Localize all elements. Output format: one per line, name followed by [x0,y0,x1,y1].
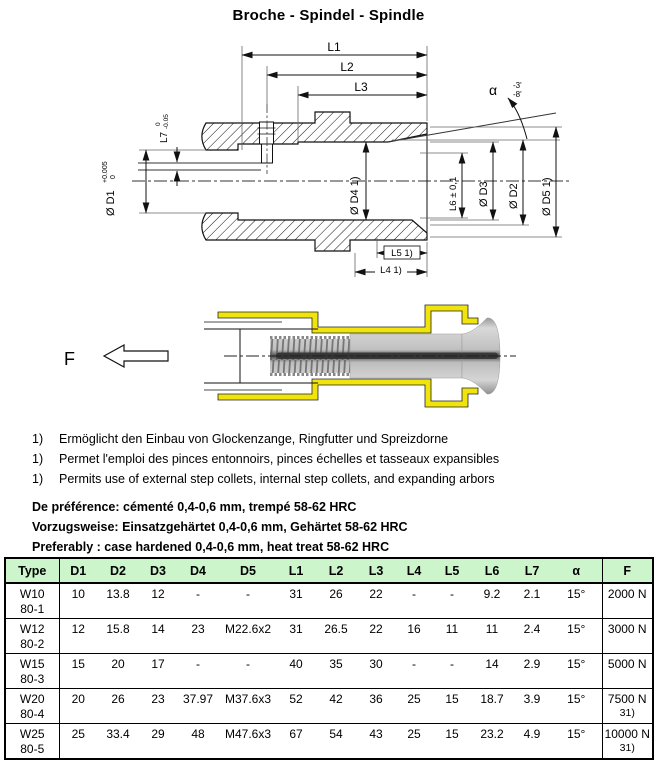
table-cell: 26 [97,689,139,724]
footnote-de [32,429,499,449]
dim-label-l4: L4 1) [380,265,402,276]
preference-note-de: Vorzugsweise: Einsatzgehärtet 0,4-0,6 mm, Gehärtet 58-62 HRC [32,520,408,534]
dim-label-l6 [448,177,459,211]
col-header-d3: D3 [139,558,177,583]
table-cell: 20 [59,689,97,724]
table-cell: 15° [551,654,602,689]
table-cell: 3000 N [602,619,653,654]
table-cell: 15° [551,583,602,619]
dim-label-l3: L3 [354,80,368,94]
col-header-α: α [551,558,602,583]
table-cell: 2.1 [513,583,551,619]
table-cell: 31 [277,619,315,654]
table-cell: - [219,583,277,619]
force-label: F [64,349,75,369]
svg-text:Ø D5 1): Ø D5 1) [541,177,553,216]
table-cell: 14 [471,654,513,689]
svg-text:L7: L7 [159,131,170,143]
footnote-marker: 1) [32,452,44,466]
table-cell: 20 [97,654,139,689]
table-cell: 23 [177,619,219,654]
table-cell: 43 [369,727,383,741]
set-screw-hole [260,122,274,144]
table-cell: - [219,654,277,689]
dim-label-d1 [102,161,117,216]
table-cell: 23 [139,689,177,724]
page-title: Broche - Spindel - Spindle [232,7,425,24]
spindle-section-view [102,40,572,277]
col-header-l6: L6 [471,558,513,583]
table-cell: 15° [551,689,602,724]
table-cell: 11 [471,619,513,654]
table-cell: W10 80-1 [5,583,59,619]
table-cell: 29 [151,727,165,741]
col-header-l7: L7 [513,558,551,583]
table-cell: M47.6x3 [224,727,272,741]
footnote-en [32,469,499,489]
table-cell: 26 [315,583,357,619]
table-cell: W12 80-2 [5,619,59,654]
table-cell: W25 80-5 [5,724,59,760]
dim-label-l2: L2 [340,60,354,74]
table-cell: - [433,583,471,619]
table-row [5,724,653,760]
table-cell: 16 [395,619,433,654]
table-cell: 25 [71,727,85,741]
table-cell: 33.4 [106,727,130,741]
table-cell: 10000 N 31) [602,724,653,760]
table-cell: 15 [59,654,97,689]
col-header-f: F [602,558,653,583]
table-cell: 9.2 [471,583,513,619]
table-cell: 14 [139,619,177,654]
table-cell: 5000 N [602,654,653,689]
table-cell: 10 [59,583,97,619]
col-header-d4: D4 [177,558,219,583]
col-header-l2: L2 [315,558,357,583]
svg-text:Ø D1: Ø D1 [105,190,117,216]
dim-label-l5: L5 1) [391,248,413,259]
col-header-l4: L4 [395,558,433,583]
table-cell: 15 [433,689,471,724]
svg-text:Ø D2: Ø D2 [508,183,520,209]
header-row [5,558,653,583]
col-header-d1: D1 [59,558,97,583]
svg-text:+0.005: +0.005 [102,161,109,183]
footnotes [32,429,499,489]
table-cell: 36 [357,689,395,724]
svg-text:0: 0 [155,122,162,126]
table-cell: - [177,654,219,689]
preference-note-fr: De préférence: cémenté 0,4-0,6 mm, trempé 58-62 HRC [32,500,357,514]
table-row [5,583,653,619]
table-cell: 54 [329,727,343,741]
table-cell: 26.5 [315,619,357,654]
table-cell: 48 [191,727,205,741]
table-cell: - [395,654,433,689]
table-cell: W15 80-3 [5,654,59,689]
spindle-lower-wall [202,213,427,251]
table-cell: 37.97 [177,689,219,724]
dim-label-l1: L1 [327,40,341,54]
table-row [5,689,653,724]
col-header-l3: L3 [357,558,395,583]
svg-text:Ø D4 1): Ø D4 1) [349,176,361,215]
preference-notes [32,497,408,557]
force-arrow-icon [104,345,168,367]
col-header-l5: L5 [433,558,471,583]
table-cell: 2.4 [513,619,551,654]
table-cell: 23.2 [480,727,504,741]
table-cell: 3.9 [513,689,551,724]
col-header-type: Type [5,558,59,583]
table-cell: - [433,654,471,689]
table-cell: - [395,583,433,619]
svg-text:Ø D3: Ø D3 [478,181,490,207]
table-cell: 25 [407,727,421,741]
col-header-l1: L1 [277,558,315,583]
table-cell: 18.7 [471,689,513,724]
svg-text:L6 ± 0,1: L6 ± 0,1 [448,176,459,211]
footnote-marker: 1) [32,472,44,486]
table-cell: 30 [357,654,395,689]
footnote-text: Ermöglicht den Einbau von Glockenzange, Ringfutter und Spreizdorne [59,432,449,446]
footnote-text: Permet l'emploi des pinces entonnoirs, pinces échelles et tasseaux expansibles [59,452,500,466]
table-cell: 25 [395,689,433,724]
dim-label-d4 [349,176,361,215]
table-cell: 17 [139,654,177,689]
dim-label-alpha: α [489,82,498,98]
svg-text:-0.05: -0.05 [163,114,170,129]
table-row [5,654,653,689]
dim-label-d2 [508,183,520,209]
collet-photo-view [64,305,516,407]
spindle-upper-wall [202,112,427,150]
alpha-tol-upper: -3' [513,81,522,90]
preference-note-en: Preferably : case hardened 0,4-0,6 mm, heat treat 58-62 HRC [32,540,390,554]
footnote-marker: 1) [32,432,44,446]
table-cell: M22.6x2 [219,619,277,654]
table-cell: 2.9 [513,654,551,689]
table-row [5,619,653,654]
table-cell: 11 [433,619,471,654]
table-cell: 4.9 [523,727,541,741]
footnote-fr [32,449,499,469]
table-cell: 42 [315,689,357,724]
table-cell: 22 [357,619,395,654]
col-header-d5: D5 [219,558,277,583]
table-cell: 12 [59,619,97,654]
table-cell: M37.6x3 [219,689,277,724]
table-cell: W20 80-4 [5,689,59,724]
svg-text:0: 0 [110,175,117,179]
dim-label-l7 [155,114,170,143]
table-cell: 2000 N [602,583,653,619]
table-cell: 22 [357,583,395,619]
col-header-d2: D2 [97,558,139,583]
table-cell: 15.8 [97,619,139,654]
table-cell: 52 [277,689,315,724]
table-cell: 12 [139,583,177,619]
table-cell: 15 [445,727,459,741]
table-cell: 35 [315,654,357,689]
table-cell: - [177,583,219,619]
table-cell: 7500 N 31) [602,689,653,724]
dim-label-d3 [478,181,490,207]
table-cell: 31 [277,583,315,619]
table-cell: 67 [289,727,303,741]
footnote-text: Permits use of external step collets, internal step collets, and expanding arbors [59,472,495,486]
table-cell: 15° [551,619,602,654]
alpha-tol-lower: -8' [513,90,522,99]
table-cell: 40 [277,654,315,689]
spec-table [4,557,654,760]
dim-label-d5 [541,177,553,216]
table-cell: 13.8 [97,583,139,619]
table-cell: 15° [567,727,586,741]
